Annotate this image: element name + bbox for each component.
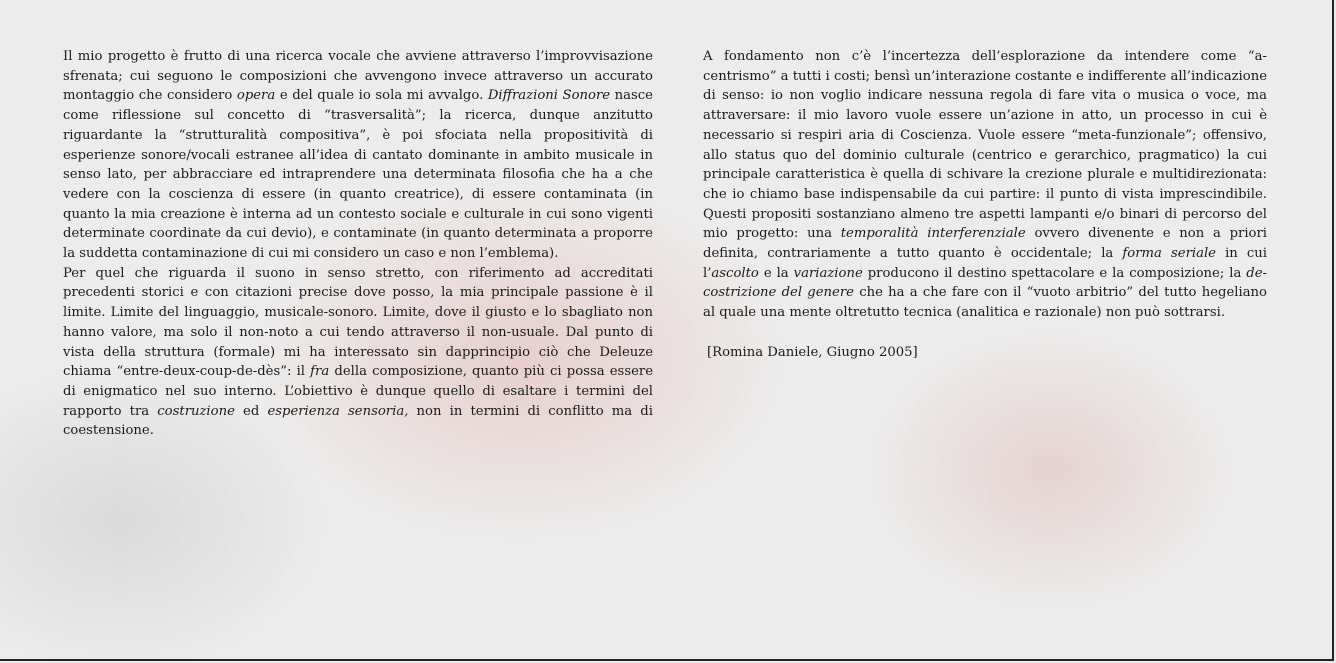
- text-run: e la: [758, 265, 794, 281]
- text-run: non in termini di conflitto ma di coestensione.: [63, 403, 653, 439]
- text-run: Per quel che riguarda il suono in senso stretto, con riferimento ad accreditati precedenti storici e con citazioni precise dove posso, la mia principale passione è il limite. Limite del linguaggio, musicale-sonoro. Limite, dove il giusto e lo sbagliato non hanno valore, ma solo il non-noto a cui tendo attraverso il non-usuale. Dal punto di vista della struttura (formale) mi ha interessato sin dapprincipio ciò che Deleuze chiama “entre-deux-coup-de-dès”: il: [63, 265, 653, 380]
- left-paragraph-1: [63, 47, 653, 264]
- left-text-column: [63, 47, 653, 441]
- emphasis-ascolto: ascolto: [711, 265, 759, 281]
- emphasis-variazione: variazione: [793, 265, 863, 281]
- emphasis-forma-seriale: forma seriale: [1122, 246, 1216, 262]
- emphasis-opera: opera: [236, 88, 276, 104]
- text-run: producono il destino spettacolare e la composizione; la: [862, 265, 1247, 281]
- right-paragraph-1: [703, 47, 1267, 323]
- text-run: nasce come riflessione sul concetto di “trasversalità”; la ricerca, dunque anzitutto riguardante la “strutturalità compositiva”, è poi sfociata nella propositività di esperienze sonore/vocali estranee all’idea di cantato dominante in ambito musicale in senso lato, per abbracciare ed intraprendere una determinata filosofia che ha a che vedere con la coscienza di essere (in quanto creatrice), di essere contaminata (in quanto la mia creazione è interna ad un contesto sociale e culturale in cui sono vigenti determinate coordinate da cui devio), e contaminate (in quanto determinata a proporre la suddetta contaminazione di cui mi considero un caso e non l’emblema).: [63, 88, 653, 262]
- text-run: in cui l’: [703, 246, 1267, 281]
- emphasis-costruzione: costruzione: [157, 403, 235, 419]
- text-run: e del quale io sola mi avvalgo.: [275, 88, 488, 104]
- text-run: della composizione, quanto più ci possa essere di enigmatico nel suo interno. L’obiettivo è dunque quello di esaltare i termini del rapporto tra: [63, 364, 654, 419]
- text-run: ovvero divenente e non a priori definita, contrariamente a tutto quanto è occidentale; la: [703, 226, 1267, 262]
- left-paragraph-2: [63, 264, 653, 441]
- emphasis-title: Diffrazioni Sonore: [487, 88, 611, 104]
- right-text-column: [703, 47, 1267, 362]
- text-run: che ha a che fare con il “vuoto arbitrio” del tutto hegeliano al quale una mente oltretutto tecnica (analitica e razionale) non può sottrarsi.: [703, 285, 1267, 321]
- text-run: Il mio progetto è frutto di una ricerca vocale che avviene attraverso l’improvvisazione sfrenata; cui seguono le composizioni che avvengono invece attraverso un accurato montaggio che considero: [63, 49, 653, 104]
- emphasis-temporalita: temporalità interferenziale: [840, 226, 1026, 242]
- emphasis-esperienza: esperienza sensoria,: [267, 403, 409, 419]
- text-run: A fondamento non c’è l’incertezza dell’esplorazione da intendere come “a-centrismo” a tutti i costi; bensì un’interazione costante e indifferente all’indicazione di senso: io non voglio indicare nessuna regola di fare vita o musica o voce, ma attraversare: il mio lavoro vuole essere un’azione in atto, un processo in cui è necessario si respiri aria di Coscienza. Vuole essere “meta-funzionale”; offensivo, allo status quo del dominio culturale (centrico e gerarchico, pragmatico) la cui principale caratteristica è quella di schivare la crezione plurale e multidirezionata: che io chiamo base indispensabile da cui partire: il punto di vista imprescindibile. Questi propositi sostanziano almeno tre aspetti lampanti e/o binari di percorso del mio progetto: una: [703, 49, 1267, 242]
- text-run: ed: [234, 403, 268, 419]
- emphasis-fra: fra: [310, 364, 330, 380]
- signature: [Romina Daniele, Giugno 2005]: [707, 344, 918, 360]
- emphasis-de-costrizione: de-costrizione del genere: [703, 265, 1267, 301]
